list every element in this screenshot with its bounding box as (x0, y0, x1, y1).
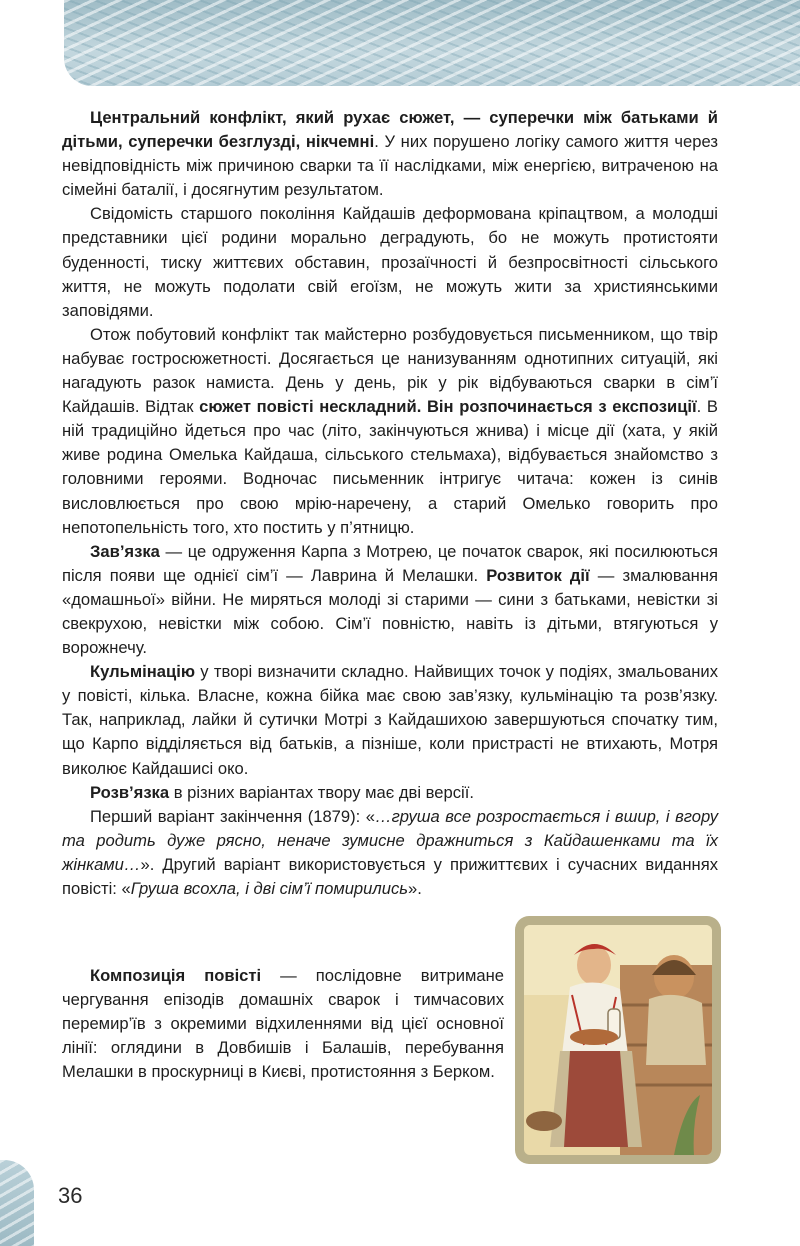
bold-text-run: сюжет повісті нескладний. Він розпочинається з експозиції (199, 397, 697, 417)
bold-text-run: Зав’язка (90, 541, 160, 561)
woman-head (577, 945, 611, 985)
bold-text-run: Композиція повісті (90, 966, 262, 985)
bold-text-run: Центральний конфлікт, який рухає сюжет, — суперечки між батьками й дітьми, суперечки безглузді, нікчемні (62, 108, 718, 152)
text-run: — це одруження Карпа з Мотрею, це початок сварок, які посилюються після появи ще однієї сім’ї — Лаврина й Мелашки. (62, 541, 718, 585)
paragraph (62, 540, 718, 660)
text-run: в різних варіантах твору має дві версії. (169, 782, 474, 802)
text-run: — послідовне витримане чергування епізодів домашніх сварок і тимчасових перемир’їв з окремими відхиленнями від цієї основної лінії: оглядини в Довбишів і Балашів, перебування Мелашки в проскурниці в Києві, протистояння з Берком. (62, 966, 504, 1082)
text-run: Свідомість старшого покоління Кайдашів деформована кріпацтвом, а молодші представники цієї родини морально деградують, бо не можуть протистояти буденності, тиску життєвих обставин, прозаїчності й безпросвітності сільського життя, не можуть подолати свій егоїзм, не можуть жити за християнськими заповідями. (62, 204, 718, 320)
family-illustration (524, 925, 712, 1155)
wrapped-text-block (62, 964, 504, 1084)
text-run: Перший варіант закінчення (1879): « (90, 806, 376, 826)
bowl (570, 1029, 618, 1045)
text-run: . У них порушено логіку самого життя через невідповідність між причиною сварки та її наслідками, між енергією, витраченою на сімейні баталії, і досягнутим результатом. (62, 132, 718, 200)
bold-text-run: Розвиток дії (486, 565, 590, 585)
paragraph (62, 660, 718, 780)
italic-text-run: …груша все розростається і вшир, і вгору та родить дуже рясно, неначе зумисне дражниться з Кайдашенками та їх жінками… (62, 806, 719, 874)
man-shirt (646, 995, 706, 1065)
corner-decoration (0, 1160, 34, 1246)
illustration-frame (515, 916, 721, 1164)
bold-text-run: Розв’язка (90, 782, 170, 802)
main-text-block (62, 106, 718, 901)
top-decorative-banner (64, 0, 800, 86)
text-run: — змалювання «домашньої» війни. Не миряться молоді зі старими — сини з батьками, невістки зі свекрухою, невістки між собою. Сім’ї повністю, навіть із дітьми, втягуються у ворожнечу. (62, 565, 718, 658)
text-run: у творі визначити складно. Найвищих точок у подіях, змальованих у повісті, кілька. Власне, кожна бійка має свою зав’язку, кульмінацію та розв’язку. Так, наприклад, лайки й сутички Мотрі з Кайдашихою завершуються спочатку тим, що Карпо відділяється від батьків, а пізніше, коли пристрасті не втихають, Мотря виколює Кайдашисі око. (62, 662, 718, 778)
page-number: 36 (58, 1183, 83, 1208)
woman-apron (564, 1051, 628, 1147)
text-run: ». Другий варіант використовується у прижиттєвих і сучасних виданнях повісті: « (62, 854, 718, 898)
paragraph (62, 805, 718, 901)
text-run: Отож побутовий конфлікт так майстерно розбудовується письменником, що твір набуває гостросюжетності. Досягається це нанизуванням однотипних ситуацій, які нагадують разок намиста. День у день, рік у рік відбуваються сварки в сім’ї Кайдашів. Відтак (62, 324, 718, 417)
bold-text-run: Кульмінацію (90, 662, 195, 682)
paragraph (62, 106, 718, 202)
italic-text-run: Груша всохла, і дві сім’ї помирились (130, 879, 408, 898)
paragraph (62, 781, 718, 805)
paragraph (62, 323, 718, 540)
text-run: ». (408, 879, 422, 898)
paragraph (62, 202, 718, 322)
bucket (526, 1111, 562, 1131)
paragraph (62, 964, 504, 1084)
text-run: . В ній традиційно йдеться про час (літо, закінчуються жнива) і місце дії (хата, у якій живе родина Омелька Кайдаша, сільського стельмаха), відбувається знайомство з головними героями. Водночас письменник інтригує читача: кожен із синів висловлюється про свою мрію-наречену, а старий Омелько говорить про непотопельність того, хто постить у п’ятницю. (62, 397, 718, 537)
